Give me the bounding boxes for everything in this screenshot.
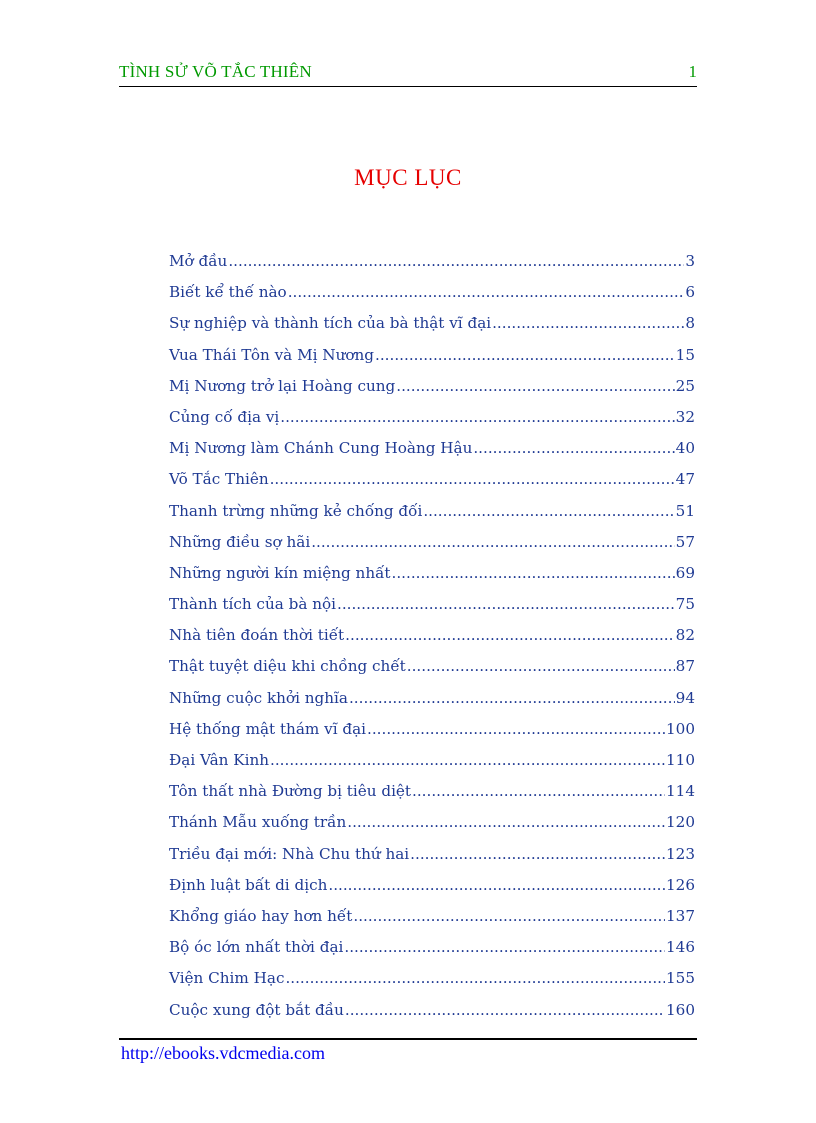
toc-entry-page: 6 [685,283,695,302]
toc-entry-page: 69 [675,563,695,582]
toc-entry-page: 40 [675,439,695,458]
toc-entry[interactable] [169,595,695,626]
toc-entry-label: Biết kể thế nào [169,283,287,302]
toc-entry-page: 87 [675,657,695,676]
dot-leader [328,876,665,894]
toc-entry[interactable] [169,720,695,751]
toc-entry-page: 114 [666,782,695,801]
toc-entry-page: 160 [666,1000,695,1019]
dot-leader [367,720,665,738]
footer-divider [119,1038,697,1040]
dot-leader [410,845,665,863]
dot-leader [270,751,665,769]
page-number: 1 [688,62,697,81]
toc-entry-page: 126 [666,875,695,894]
toc-entry[interactable] [169,626,695,657]
toc-entry-label: Những người kín miệng nhất [169,563,391,582]
toc-entry-label: Tôn thất nhà Đường bị tiêu diệt [169,782,412,801]
toc-entry[interactable] [169,283,695,314]
toc-entry-label: Những cuộc khởi nghĩa [169,688,348,707]
toc-entry-page: 3 [685,252,695,270]
dot-leader [349,689,675,707]
toc-entry[interactable] [169,689,695,720]
dot-leader [344,938,665,956]
toc-entry-label: Viện Chim Hạc [169,969,285,988]
toc-entry-label: Khổng giáo hay hơn hết [169,906,353,925]
dot-leader [270,470,675,488]
dot-leader [492,314,684,332]
book-title: TÌNH SỬ VÕ TẮC THIÊN [119,62,312,81]
toc-entry-label: Những điều sợ hãi [169,532,311,551]
toc-entry[interactable] [169,346,695,377]
toc-entry-page: 82 [675,626,695,645]
toc-entry-page: 8 [685,314,695,333]
toc-entry-label: Định luật bất di dịch [169,875,328,894]
toc-entry[interactable] [169,813,695,844]
toc-entry-label: Thanh trừng những kẻ chống đối [169,501,423,520]
toc-entry-page: 47 [675,470,695,489]
dot-leader [412,782,665,800]
toc-entry-page: 51 [675,501,695,520]
toc-entry-label: Thật tuyệt diệu khi chồng chết [169,657,406,676]
toc-entry-label: Mị Nương làm Chánh Cung Hoàng Hậu [169,439,473,458]
toc-entry[interactable] [169,751,695,782]
toc-entry-page: 110 [666,751,695,769]
toc-entry[interactable] [169,845,695,876]
toc-entry-page: 137 [666,906,695,925]
toc-entry[interactable] [169,564,695,595]
dot-leader [473,439,674,457]
toc-heading: MỤC LỤC [354,165,462,190]
toc-entry[interactable] [169,470,695,501]
toc-entry[interactable] [169,408,695,439]
dot-leader [375,346,675,364]
toc-entry-page: 120 [666,813,695,832]
toc-entry-page: 146 [666,938,695,957]
toc-entry[interactable] [169,876,695,907]
toc-entry-page: 57 [675,532,695,551]
toc-entry[interactable] [169,969,695,1000]
dot-leader [396,377,674,395]
running-header [119,60,697,87]
toc-entry[interactable] [169,502,695,533]
toc-entry-label: Thành tích của bà nội [169,595,336,614]
toc-entry-label: Mị Nương trở lại Hoàng cung [169,376,396,395]
toc-entry-page: 15 [675,345,695,364]
toc-entry-label: Bộ óc lớn nhất thời đại [169,938,344,957]
toc-entry-page: 75 [675,595,695,614]
dot-leader [228,252,684,270]
dot-leader [280,408,674,426]
toc-entry-page: 100 [666,719,695,738]
dot-leader [353,907,665,925]
toc-entry-page: 123 [666,844,695,863]
toc-entry-label: Triều đại mới: Nhà Chu thứ hai [169,844,410,863]
dot-leader [337,595,675,613]
toc-entry[interactable] [169,314,695,345]
dot-leader [347,813,665,831]
dot-leader [311,533,674,551]
toc-entry[interactable] [169,533,695,564]
toc-entry-label: Võ Tắc Thiên [169,470,269,489]
dot-leader [288,283,685,301]
toc-entry-label: Hệ thống mật thám vĩ đại [169,719,367,738]
table-of-contents [169,252,695,1032]
toc-entry[interactable] [169,782,695,813]
toc-entry-page: 32 [675,407,695,426]
toc-entry-label: Củng cố địa vị [169,407,280,426]
toc-entry-page: 25 [675,376,695,395]
dot-leader [407,657,675,675]
toc-entry-label: Mở đầu [169,252,228,270]
dot-leader [345,626,675,644]
toc-entry-label: Đại Vân Kinh [169,751,270,769]
toc-entry[interactable] [169,1001,695,1032]
toc-entry[interactable] [169,377,695,408]
toc-entry[interactable] [169,252,695,283]
toc-entry-label: Sự nghiệp và thành tích của bà thật vĩ đại [169,314,492,333]
dot-leader [345,1001,665,1019]
toc-entry-page: 155 [666,969,695,988]
toc-entry-label: Nhà tiên đoán thời tiết [169,626,345,645]
footer-website-link[interactable]: http://ebooks.vdcmedia.com [121,1043,325,1063]
toc-entry[interactable] [169,657,695,688]
toc-entry[interactable] [169,439,695,470]
dot-leader [423,502,674,520]
toc-entry[interactable] [169,907,695,938]
toc-entry-label: Cuộc xung đột bắt đầu [169,1000,344,1019]
toc-entry-label: Vua Thái Tôn và Mị Nương [169,345,375,364]
toc-entry[interactable] [169,938,695,969]
dot-leader [285,969,665,987]
toc-entry-label: Thánh Mẫu xuống trần [169,813,347,832]
toc-entry-page: 94 [675,688,695,707]
dot-leader [392,564,675,582]
